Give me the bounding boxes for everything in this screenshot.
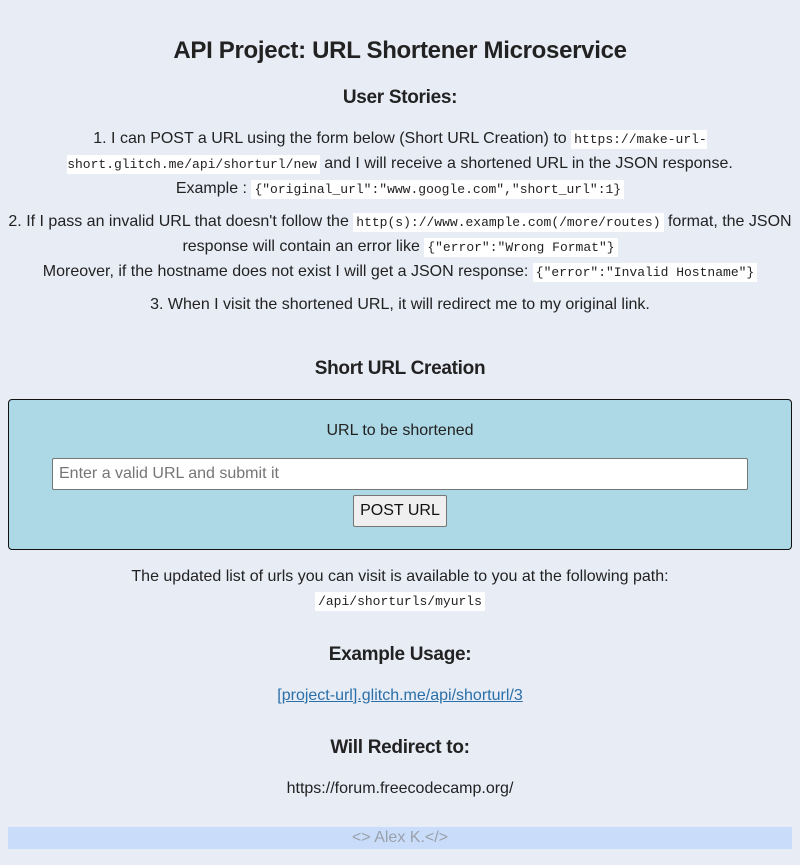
- invalid-hostname-code: {"error":"Invalid Hostname"}: [533, 263, 757, 282]
- url-input[interactable]: [52, 458, 748, 490]
- footer-credit: <> Alex K.</>: [351, 829, 449, 846]
- user-story-1: [8, 127, 792, 202]
- myurls-path-code: /api/shorturls/myurls: [315, 592, 485, 611]
- format-code: http(s)://www.example.com(/more/routes): [353, 213, 663, 232]
- story-2-text-after: format, the JSON response will contain an error like: [182, 213, 792, 255]
- example-label: Example :: [175, 180, 252, 197]
- footer: [8, 827, 792, 849]
- moreover-text: Moreover, if the hostname does not exist I will get a JSON response:: [42, 263, 533, 280]
- myurls-text: The updated list of urls you can visit is available to you at the following path:: [131, 568, 669, 585]
- will-redirect-heading: Will Redirect to:: [330, 737, 470, 758]
- url-input-label: URL to be shortened: [326, 422, 474, 439]
- endpoint-code: https://make-url-short.glitch.me/api/shorturl/new: [67, 132, 707, 172]
- story-1-text-after: and I will receive a shortened URL in the JSON response.: [319, 155, 733, 172]
- page-title: API Project: URL Shortener Microservice: [173, 37, 627, 64]
- user-story-2: [8, 210, 792, 285]
- example-json-code: {"original_url":"www.google.com","short_url":1}: [251, 180, 624, 199]
- post-url-button[interactable]: POST URL: [353, 495, 447, 527]
- redirect-url-text: https://forum.freecodecamp.org/: [286, 780, 514, 797]
- wrong-format-code: {"error":"Wrong Format"}: [424, 238, 617, 257]
- user-stories-heading: User Stories:: [342, 87, 458, 108]
- example-usage-heading: Example Usage:: [328, 644, 472, 665]
- url-shortener-form: [8, 399, 792, 550]
- myurls-description: [8, 565, 792, 614]
- short-url-creation-heading: Short URL Creation: [314, 358, 486, 379]
- user-story-3: 3. When I visit the shortened URL, it will redirect me to my original link.: [150, 296, 650, 313]
- story-2-text-before: 2. If I pass an invalid URL that doesn't follow the: [8, 213, 354, 230]
- story-1-text-before: 1. I can POST a URL using the form below (Short URL Creation) to: [93, 130, 572, 147]
- example-usage-link[interactable]: [project-url].glitch.me/api/shorturl/3: [277, 687, 523, 704]
